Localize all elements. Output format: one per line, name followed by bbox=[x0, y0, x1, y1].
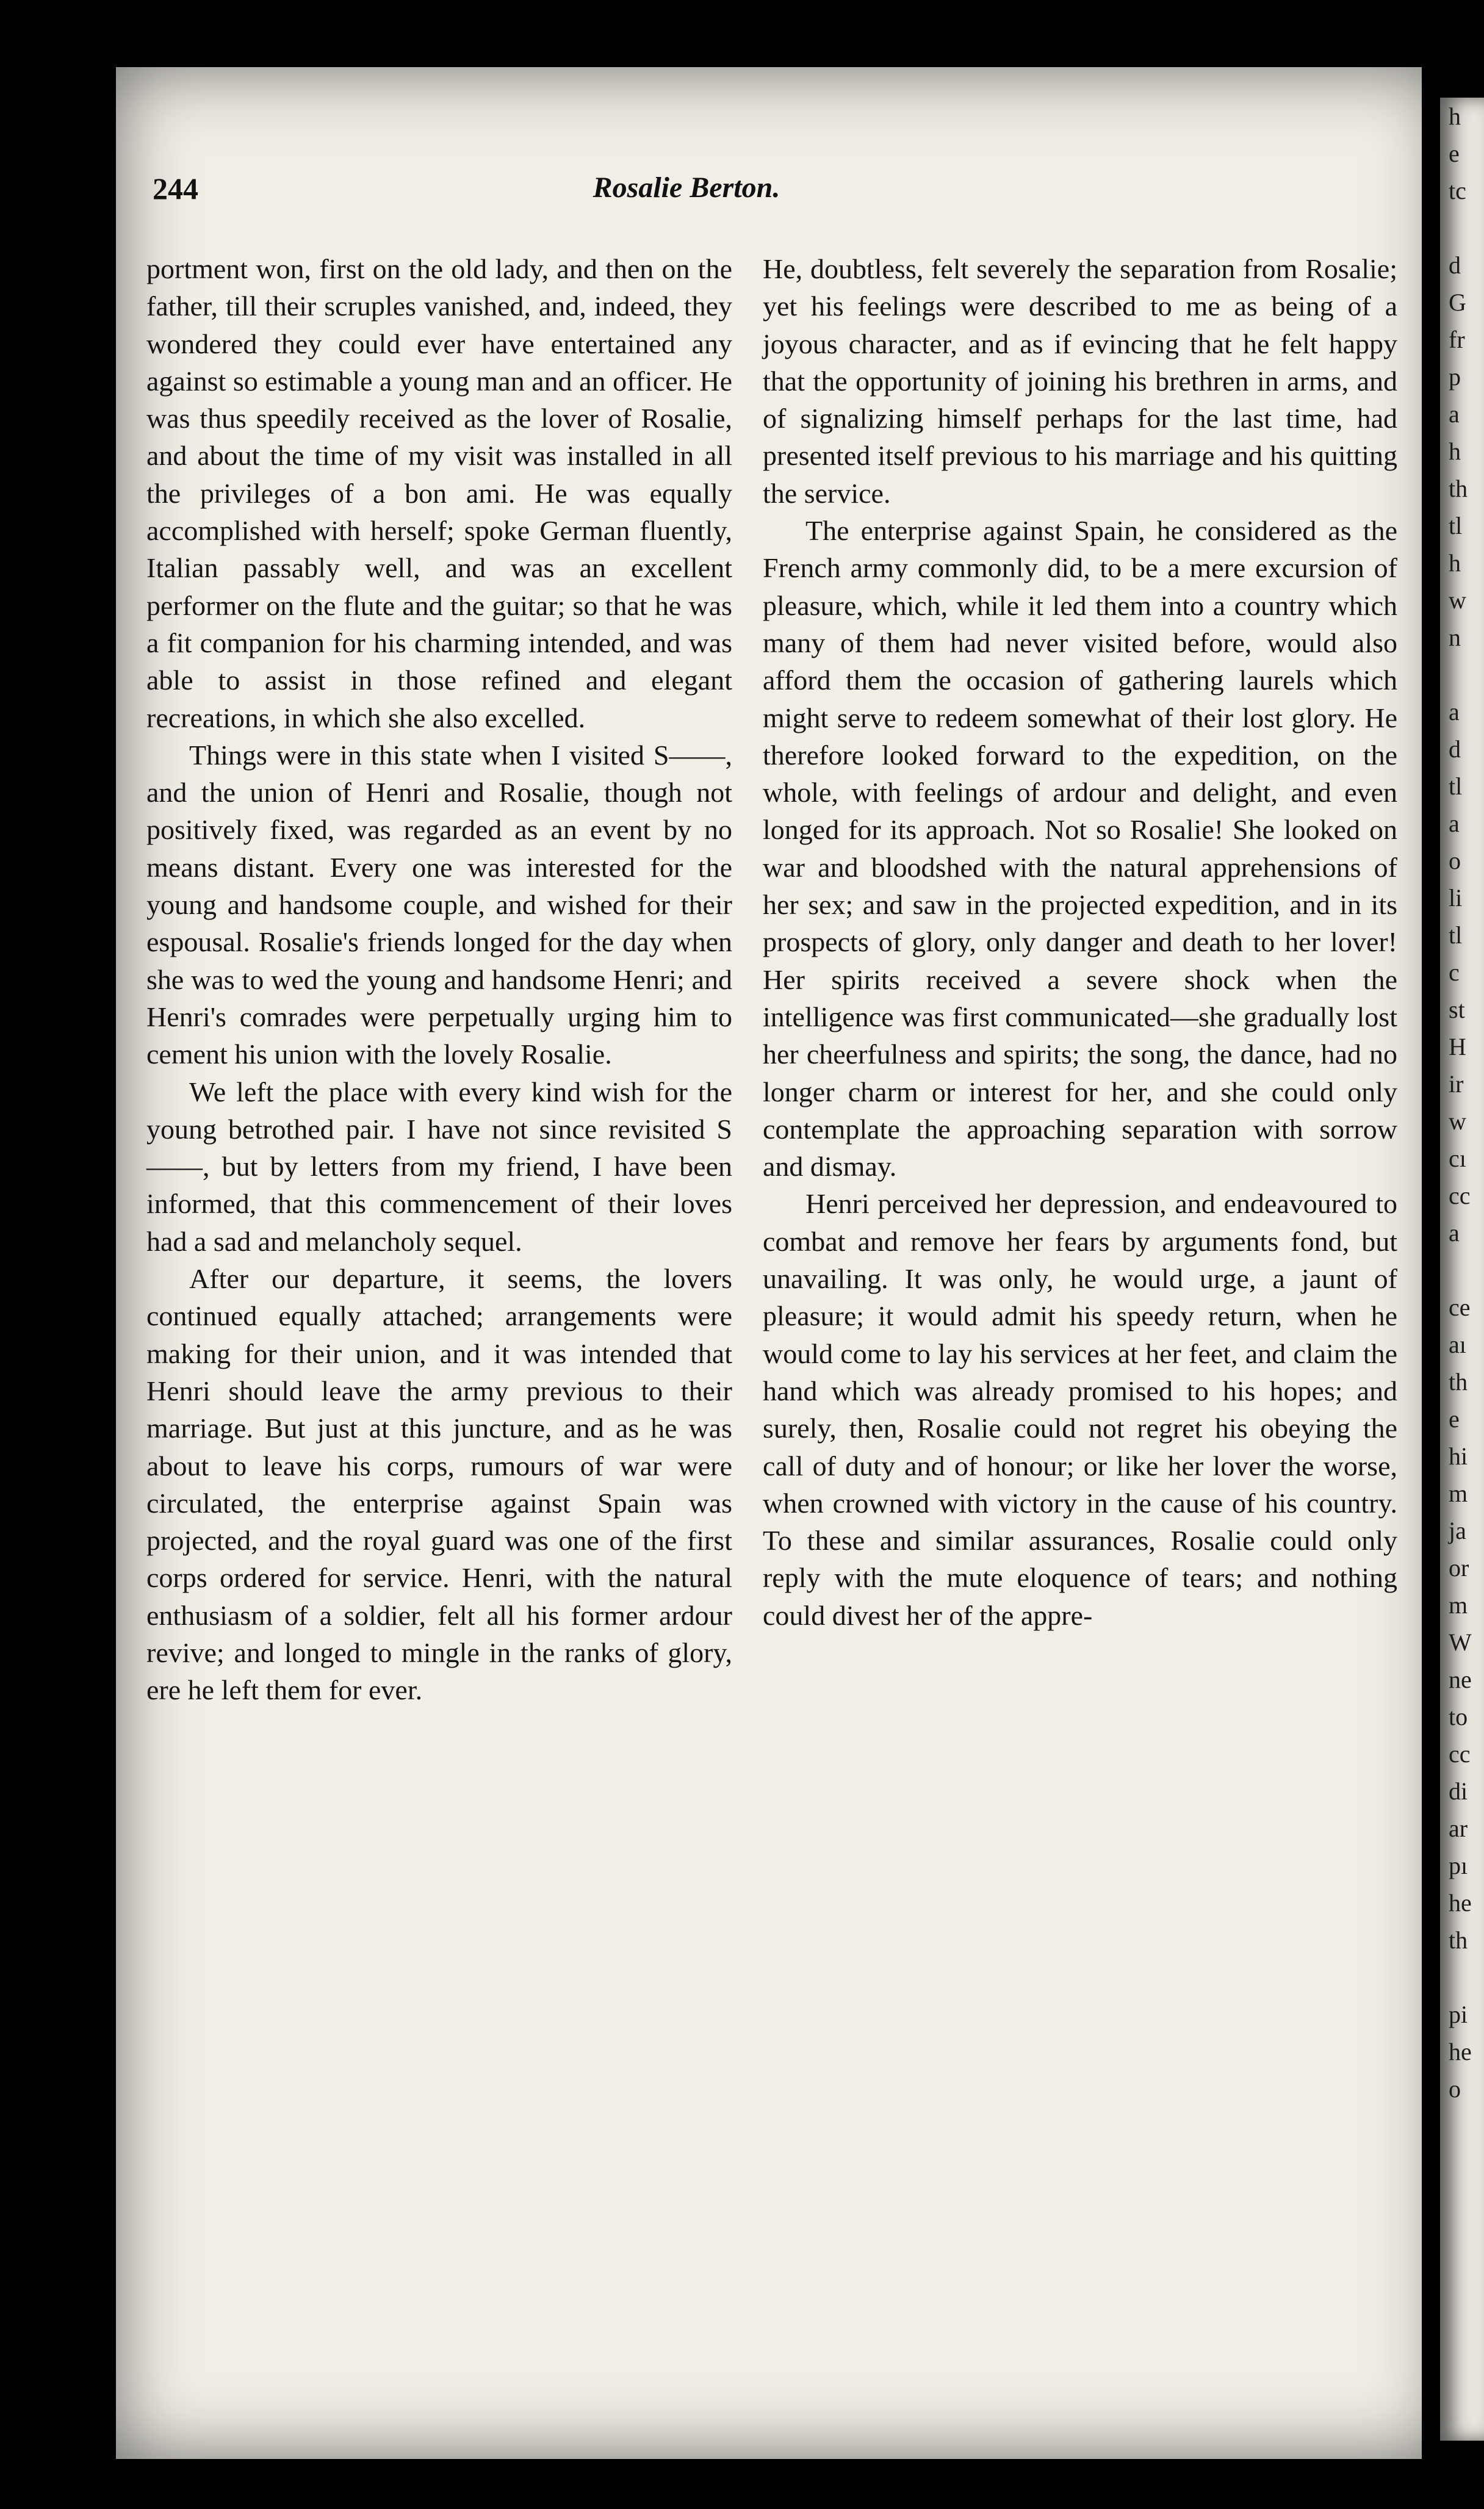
next-page-fragment: c bbox=[1449, 959, 1460, 986]
next-page-fragment: e bbox=[1449, 140, 1460, 167]
next-page-fragment: st bbox=[1449, 996, 1465, 1023]
next-page-fragment: aı bbox=[1449, 1331, 1466, 1358]
next-page-fragment: a bbox=[1449, 1219, 1460, 1247]
next-page-fragment: ja bbox=[1449, 1517, 1466, 1544]
next-page-fragment: n bbox=[1449, 624, 1461, 651]
next-page-fragment: th bbox=[1449, 1368, 1468, 1395]
next-page-fragment: th bbox=[1449, 1926, 1468, 1954]
next-page-fragment: tl bbox=[1449, 921, 1463, 949]
next-page-fragment: G bbox=[1449, 289, 1466, 316]
page-number: 244 bbox=[153, 171, 198, 206]
next-page-fragment: he bbox=[1449, 1889, 1472, 1917]
next-page-fragment: m bbox=[1449, 1591, 1468, 1619]
next-page-fragment bbox=[1440, 1959, 1484, 1996]
next-page-fragment: fr bbox=[1449, 326, 1465, 353]
next-page-fragment bbox=[1440, 1251, 1484, 1289]
next-page-fragment: ar bbox=[1449, 1815, 1468, 1842]
next-page-fragment: m bbox=[1449, 1480, 1468, 1507]
next-page-fragment: pi bbox=[1449, 2001, 1468, 2028]
next-page-fragment: th bbox=[1449, 475, 1468, 502]
next-page-fragment: or bbox=[1449, 1554, 1469, 1582]
next-page-fragment: ce bbox=[1449, 1294, 1471, 1321]
next-page-edge bbox=[1440, 98, 1484, 2441]
right-column bbox=[763, 250, 1397, 1634]
next-page-fragment: a bbox=[1449, 698, 1460, 725]
next-page-fragment: o bbox=[1449, 847, 1461, 874]
next-page-fragment: h bbox=[1449, 549, 1461, 577]
next-page-fragment: li bbox=[1449, 884, 1463, 912]
next-page-fragment: w bbox=[1449, 1107, 1466, 1135]
next-page-fragment: ne bbox=[1449, 1666, 1472, 1693]
paragraph: portment won, first on the old lady, and then on the father, till their scruples vanished, and, indeed, they wondered they could ever have entertained any against so estimable a young man and an officer. He was thus speedily received as the lover of Rosalie, and about the time of my visit was installed in all the privileges of a bon ami. He was equally accomplished with herself; spoke German fluently, Italian passably well, and was an excellent performer on the flute and the guitar; so that he was a fit companion for his charming intended, and was able to assist in those refined and elegant recreations, in which she also excelled. bbox=[146, 253, 732, 733]
paragraph: We left the place with every kind wish for the young betrothed pair. I have not since revisited S——, but by letters from my friend, I have been informed, that this commencement of their loves had a sad and melancholy sequel. bbox=[146, 1076, 732, 1257]
next-page-fragment: he bbox=[1449, 2038, 1472, 2065]
next-page-fragment: a bbox=[1449, 400, 1460, 428]
next-page-fragment: h bbox=[1449, 103, 1461, 130]
next-page-fragment: H bbox=[1449, 1033, 1466, 1060]
next-page-fragment: cı bbox=[1449, 1145, 1466, 1172]
next-page-fragment bbox=[1440, 209, 1484, 247]
next-page-fragment: tl bbox=[1449, 512, 1463, 539]
next-page-fragment bbox=[1440, 656, 1484, 693]
next-page-fragment: ir bbox=[1449, 1070, 1464, 1098]
running-title: Rosalie Berton. bbox=[593, 171, 780, 204]
next-page-fragment: pı bbox=[1449, 1852, 1468, 1879]
next-page-fragment: tl bbox=[1449, 772, 1463, 800]
next-page-fragment: cc bbox=[1449, 1740, 1471, 1768]
next-page-fragment: e bbox=[1449, 1405, 1460, 1433]
next-page-fragment: w bbox=[1449, 586, 1466, 614]
paragraph: Henri perceived her depression, and endeavoured to combat and remove her fears by arguments fond, but unavailing. It was only, he would urge, a jaunt of pleasure; it would admit his speedy return, when he would come to lay his services at her feet, and claim the hand which was already promised to his hopes; and surely, then, Rosalie could not regret his obeying the call of duty and of honour; or like her lover the worse, when crowned with victory in the cause of his country. To these and similar assurances, Rosalie could only reply with the mute eloquence of tears; and nothing could divest her of the appre- bbox=[763, 1188, 1397, 1631]
next-page-fragment: a bbox=[1449, 810, 1460, 837]
next-page-fragment: d bbox=[1449, 251, 1461, 279]
next-page-fragment: o bbox=[1449, 2075, 1461, 2103]
next-page-fragment: h bbox=[1449, 437, 1461, 465]
next-page-fragment: di bbox=[1449, 1777, 1468, 1805]
paragraph: Things were in this state when I visited S——, and the union of Henri and Rosalie, though not positively fixed, was regarded as an event by no means distant. Every one was interested for the young and handsome couple, and wished for their espousal. Rosalie's friends longed for the day when she was to wed the young and handsome Henri; and Henri's comrades were perpetually urging him to cement his union with the lovely Rosalie. bbox=[146, 739, 732, 1070]
next-page-fragment: cc bbox=[1449, 1182, 1471, 1209]
next-page-fragment: d bbox=[1449, 735, 1461, 763]
paragraph: He, doubtless, felt severely the separation from Rosalie; yet his feelings were described to me as being of a joyous character, and as if evincing that he felt happy that the opportunity of joining his brethren in arms, and of signalizing himself perhaps for the last time, had presented itself previous to his marriage and his quitting the service. bbox=[763, 253, 1397, 509]
next-page-fragment: tc bbox=[1449, 177, 1466, 204]
paragraph: The enterprise against Spain, he considered as the French army commonly did, to be a mere excursion of pleasure, which, while it led them into a country which many of them had never visited before, would also afford them the occasion of gathering laurels which might serve to redeem somewhat of their lost glory. He therefore looked forward to the expedition, on the whole, with feelings of ardour and delight, and even longed for its approach. Not so Rosalie! She looked on war and bloodshed with the natural apprehensions of her sex; and saw in the projected expedition, and in its prospects of glory, only danger and death to her lover! Her spirits received a severe shock when the intelligence was first communicated—she gradually lost her cheerfulness and spirits; the song, the dance, had no longer charm or interest for her, and she could only contemplate the approaching separation with sorrow and dismay. bbox=[763, 515, 1397, 1183]
next-page-fragment: to bbox=[1449, 1703, 1468, 1730]
next-page-fragment: p bbox=[1449, 363, 1461, 391]
next-page-fragment: W bbox=[1449, 1629, 1472, 1656]
running-head bbox=[153, 171, 1220, 214]
next-page-fragment: hi bbox=[1449, 1442, 1468, 1470]
paragraph: After our departure, it seems, the lovers continued equally attached; arrangements were making for their union, and it was intended that Henri should leave the army previous to their marriage. But just at this juncture, and as he was about to leave his corps, rumours of war were circulated, the enterprise against Spain was projected, and the royal guard was one of the first corps ordered for service. Henri, with the natural enthusiasm of a soldier, felt all his former ardour revive; and longed to mingle in the ranks of glory, ere he left them for ever. bbox=[146, 1263, 732, 1706]
left-column bbox=[146, 250, 732, 1709]
